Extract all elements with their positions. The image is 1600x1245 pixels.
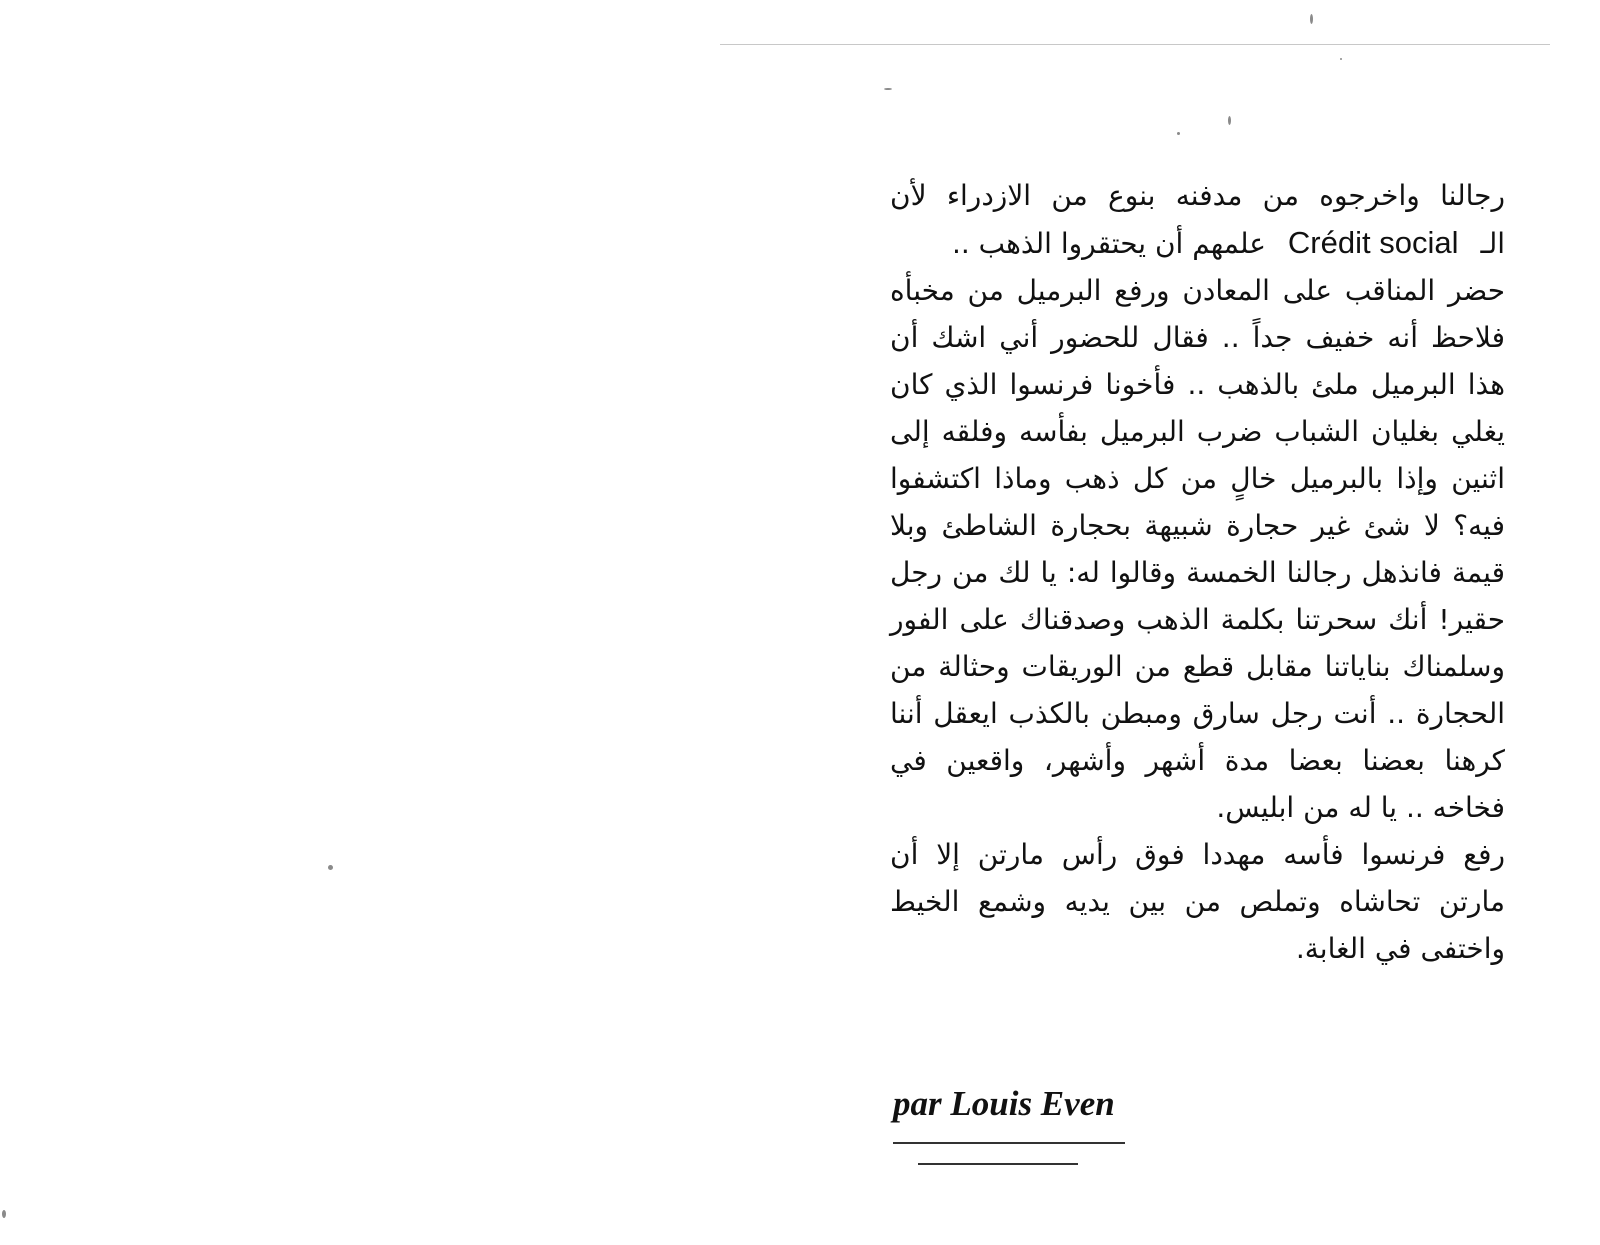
signature-underline-short [918,1163,1078,1165]
signature-underline [893,1142,1125,1144]
scan-speck [2,1210,6,1218]
author-signature: par Louis Even [893,1084,1115,1123]
scan-speck [1228,116,1231,125]
top-page-edge-line [720,44,1550,45]
paragraph-1 [890,172,1505,267]
scan-speck [328,865,333,870]
paragraph-3: رفع فرنسوا فأسه مهددا فوق رأس مارتن إلا أن مارتن تحاشاه وتملص من بين يديه وشمع الخيط واختفى في الغابة. [890,838,1505,965]
scan-speck [1177,132,1180,135]
credit-social-prefix: الـ [1480,227,1505,260]
credit-social-term: Crédit social [1287,225,1459,260]
paragraph-1-line-1: رجالنا واخرجوه من مدفنه بنوع من الازدراء لأن [890,179,1505,212]
scan-speck [1340,58,1342,60]
arabic-body-text [890,172,1505,972]
scan-speck [884,88,892,90]
paragraph-2: حضر المناقب على المعادن ورفع البرميل من مخبأه فلاحظ أنه خفيف جداً .. فقال للحضور أني اشك أن هذا البرميل ملئ بالذهب .. فأخونا فرنسوا الذي كان يغلي بغليان الشباب ضرب البرميل بفأسه وفلقه إلى اثنين وإذا بالبرميل خالٍ من كل ذهب وماذا اكتشفوا فيه؟ لا شئ غير حجارة شبيهة بحجارة الشاطئ وبلا قيمة فانذهل رجالنا الخمسة وقالوا له: يا لك من رجل حقير! أنك سحرتنا بكلمة الذهب وصدقناك على الفور وسلمناك بناياتنا مقابل قطع من الوريقات وحثالة من الحجارة .. أنت رجل سارق ومبطن بالكذب ايعقل أننا كرهنا بعضنا بعضا مدة أشهر وأشهر، واقعين في فخاخه .. يا له من ابليس. [890,274,1505,824]
paragraph-1-continuation: علمهم أن يحتقروا الذهب .. [951,227,1266,260]
scan-speck [1310,14,1313,24]
